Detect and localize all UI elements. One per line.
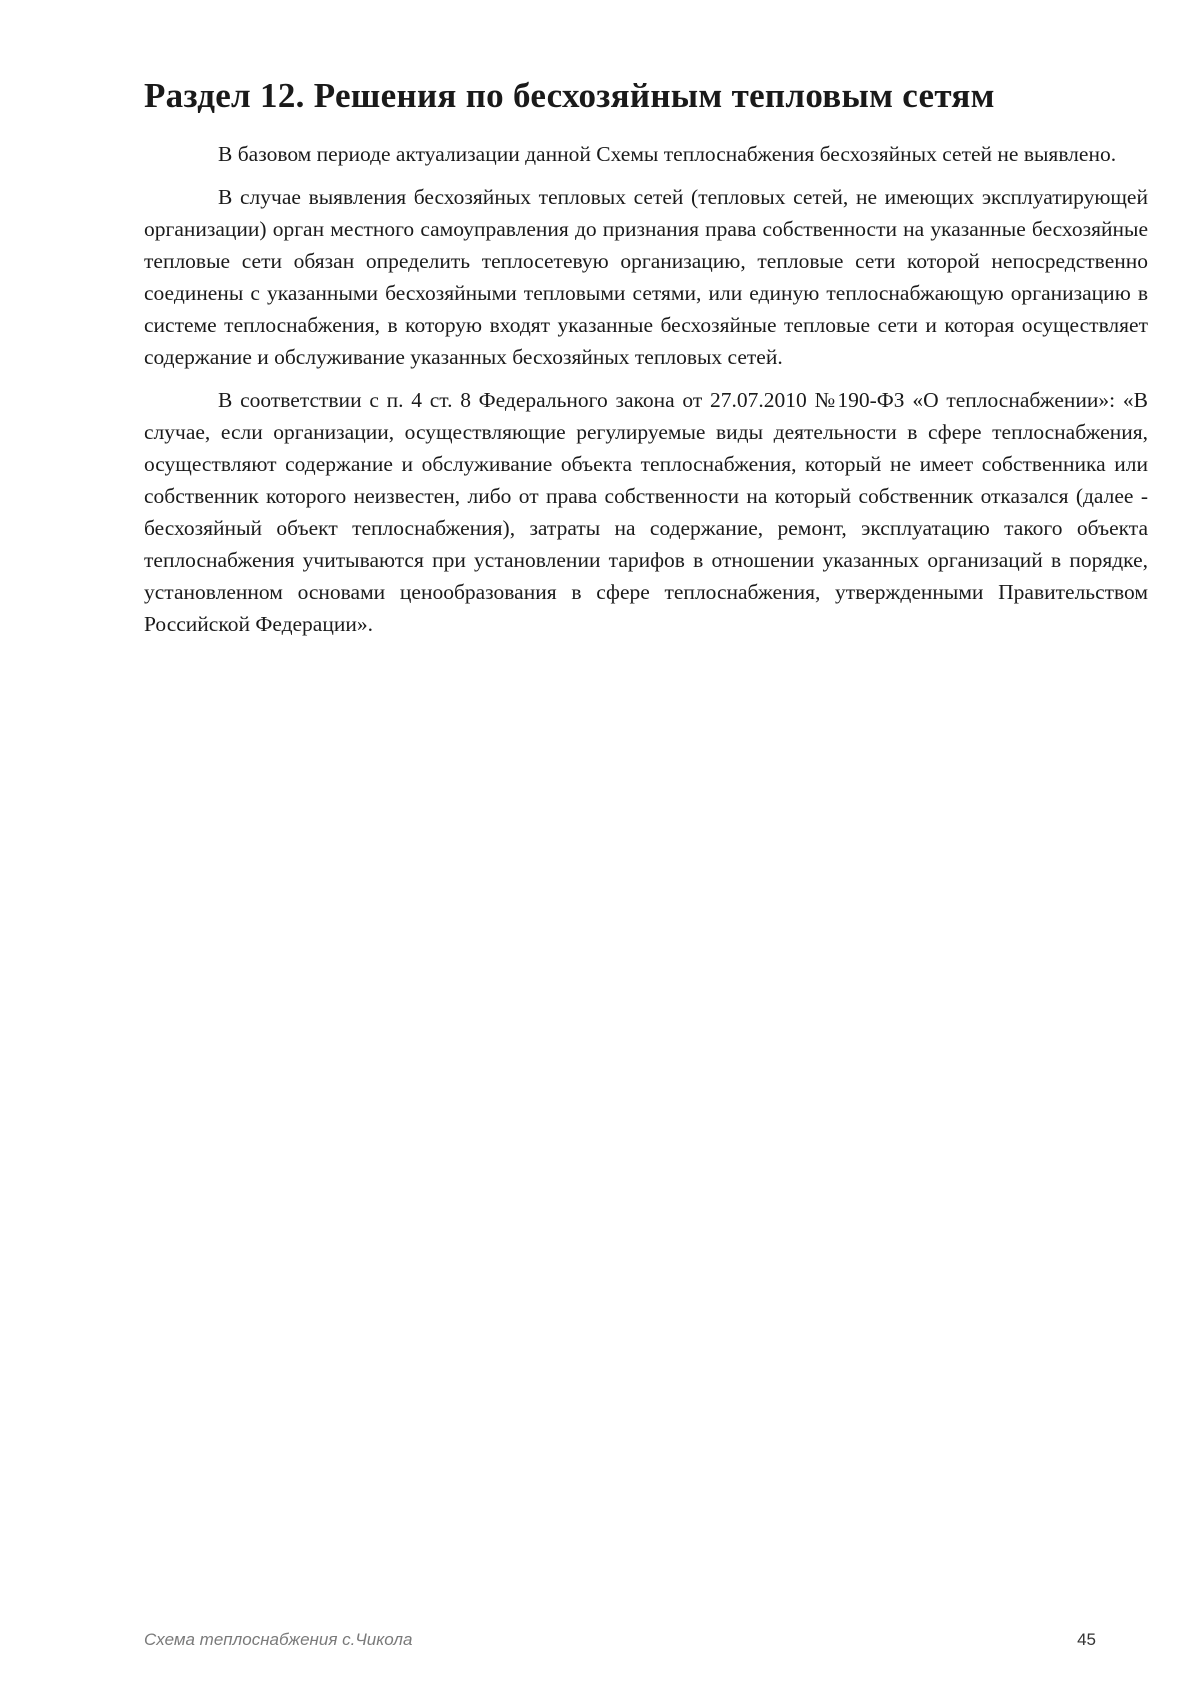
footer-document-title: Схема теплоснабжения с.Чикола [144,1630,413,1649]
paragraph-1: В базовом периоде актуализации данной Схемы теплоснабжения бесхозяйных сетей не выявлено. [218,142,1117,166]
paragraph-2: В случае выявления бесхозяйных тепловых сетей (тепловых сетей, не имеющих эксплуатирующей организации) орган местного самоуправления до признания права собственности на указанные бесхозяйные тепловые сети обязан определить теплосетевую организацию, тепловые сети которой непосредственно соединены с указанными бесхозяйными тепловыми сетями, или единую теплоснабжающую организацию в системе теплоснабжения, в которую входят указанные бесхозяйные тепловые сети и которая осуществляет содержание и обслуживание указанных бесхозяйных тепловых сетей. [144,185,1148,369]
paragraph-3: В соответствии с п. 4 ст. 8 Федерального закона от 27.07.2010 №190-ФЗ «О теплоснабжении»: «В случае, если организации, осуществляющие регулируемые виды деятельности в сфере теплоснабжения, осуществляют содержание и обслуживание объекта теплоснабжения, который не имеет собственника или собственник которого неизвестен, либо от права собственности на который собственник отказался (далее - бесхозяйный объект теплоснабжения), затраты на содержание, ремонт, эксплуатацию такого объекта теплоснабжения учитываются при установлении тарифов в отношении указанных организаций в порядке, установленном основами ценообразования в сфере теплоснабжения, утвержденными Правительством Российской Федерации». [144,388,1148,636]
page-footer [144,1630,1154,1654]
page-content [144,72,1148,651]
page-number: 45 [1077,1630,1096,1649]
section-heading: Раздел 12. Решения по бесхозяйным тепловым сетям [144,76,995,115]
